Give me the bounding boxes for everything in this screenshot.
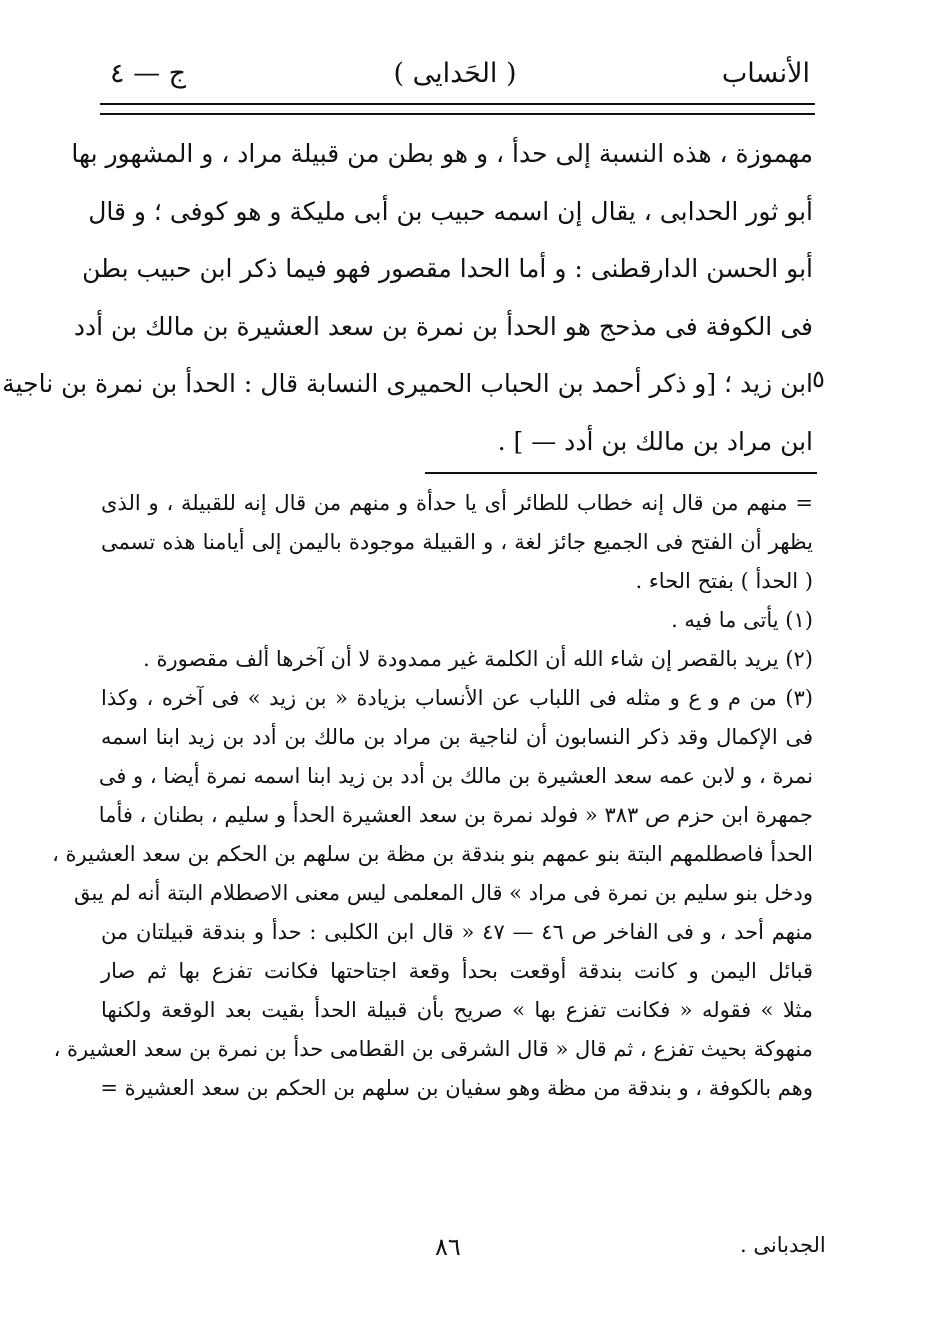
header-volume: ج — ٤ — [110, 58, 187, 89]
main-line: ابن مراد بن مالك بن أدد — ] . — [497, 426, 813, 456]
footnote-separator — [425, 472, 817, 474]
main-line: أبو الحسن الدارقطنى : و أما الحدا مقصور فهو فيما ذكر ابن حبيب بطن — [82, 254, 813, 283]
footnote-line: وهم بالكوفة ، و بندقة من مظة وهو سفيان بن سلهم بن الحكم بن سعد العشيرة = — [100, 1076, 813, 1100]
header-rule — [100, 103, 815, 105]
footnotes — [52, 484, 813, 1108]
footnote-line: مثلا » فقوله « فكانت تفزع بها » صريح بأن قبيلة الحدأ بقيت بعد الوقعة ولكنها — [101, 998, 813, 1022]
page-number: ٨٦ — [435, 1233, 461, 1261]
main-line: مهموزة ، هذه النسبة إلى حدأ ، و هو بطن من قبيلة مراد ، و المشهور بها — [71, 139, 813, 168]
header-entry-title: ( الحَدايى ) — [393, 58, 517, 89]
margin-line-number: ٥ — [812, 365, 825, 393]
footnote-line: منهوكة بحيث تفزع ، ثم قال « قال الشرقى بن القطامى حدأ بن نمرة بن سعد العشيرة ، — [53, 1037, 813, 1061]
footnote-line: منهم أحد ، و فى الفاخر ص ٤٦ — ٤٧ « قال ابن الكلبى : حدأ و بندقة قبيلتان من — [101, 920, 813, 944]
footnote-line: ودخل بنو سليم بن نمرة فى مراد » قال المعلمى ليس معنى الاصطلام البتة أنه لم يبق — [74, 881, 813, 905]
footnote-line: = منهم من قال إنه خطاب للطائر أى يا حدأة و منهم من قال إنه للقبيلة ، و الذى — [101, 491, 813, 515]
header-rule-second — [100, 113, 815, 115]
footnote-3: (٣) من م و ع و مثله فى اللباب عن الأنساب بزيادة « بن زيد » فى آخره ، وكذا — [101, 686, 813, 710]
footnote-2: (٢) يريد بالقصر إن شاء الله أن الكلمة غير ممدودة لا أن آخرها ألف مقصورة . — [143, 647, 813, 671]
main-line: فى الكوفة فى مذحج هو الحدأ بن نمرة بن سعد العشيرة بن مالك بن أدد — [73, 311, 813, 341]
footnote-line: فى الإكمال وقد ذكر النسابون أن لناجية بن مراد بن مالك بن أدد بن زيد ابنا اسمه — [101, 725, 813, 749]
footnote-1: (١) يأتى ما فيه . — [671, 608, 813, 632]
continuation-word: الجدبانى . — [740, 1233, 826, 1257]
footnote-line: ( الحدأ ) بفتح الحاء . — [635, 569, 813, 593]
footnote-line: جمهرة ابن حزم ص ٣٨٣ « فولد نمرة بن سعد العشيرة الحدأ و سليم ، بطنان ، فأما — [98, 803, 813, 827]
main-text — [2, 125, 813, 470]
footnote-line: نمرة ، و لابن عمه سعد العشيرة بن مالك بن أدد بن زيد ابنا اسمه نمرة أيضا ، و فى — [98, 764, 813, 788]
running-header — [100, 52, 810, 96]
header-book-title: الأنساب — [721, 58, 810, 89]
footnote-line: قبائل اليمن و كانت بندقة أوقعت بحدأ وقعة اجتاحتها فكانت تفزع بها ثم صار — [101, 959, 813, 983]
footnote-line: الحدأ فاصطلمهم البتة بنو عمهم بنو بندقة بن مظة بن سلهم بن الحكم بن سعد العشيرة ، — [52, 842, 813, 866]
main-line: ابن زيد ؛ [و ذكر أحمد بن الحباب الحميرى النسابة قال : الحدأ بن نمرة بن ناجية — [2, 369, 813, 398]
main-line: أبو ثور الحدابى ، يقال إن اسمه حبيب بن أبى مليكة و هو كوفى ؛ و قال — [88, 196, 813, 226]
footnote-line: يظهر أن الفتح فى الجميع جائز لغة ، و القبيلة موجودة باليمن إلى أيامنا هذه تسمى — [101, 530, 813, 554]
